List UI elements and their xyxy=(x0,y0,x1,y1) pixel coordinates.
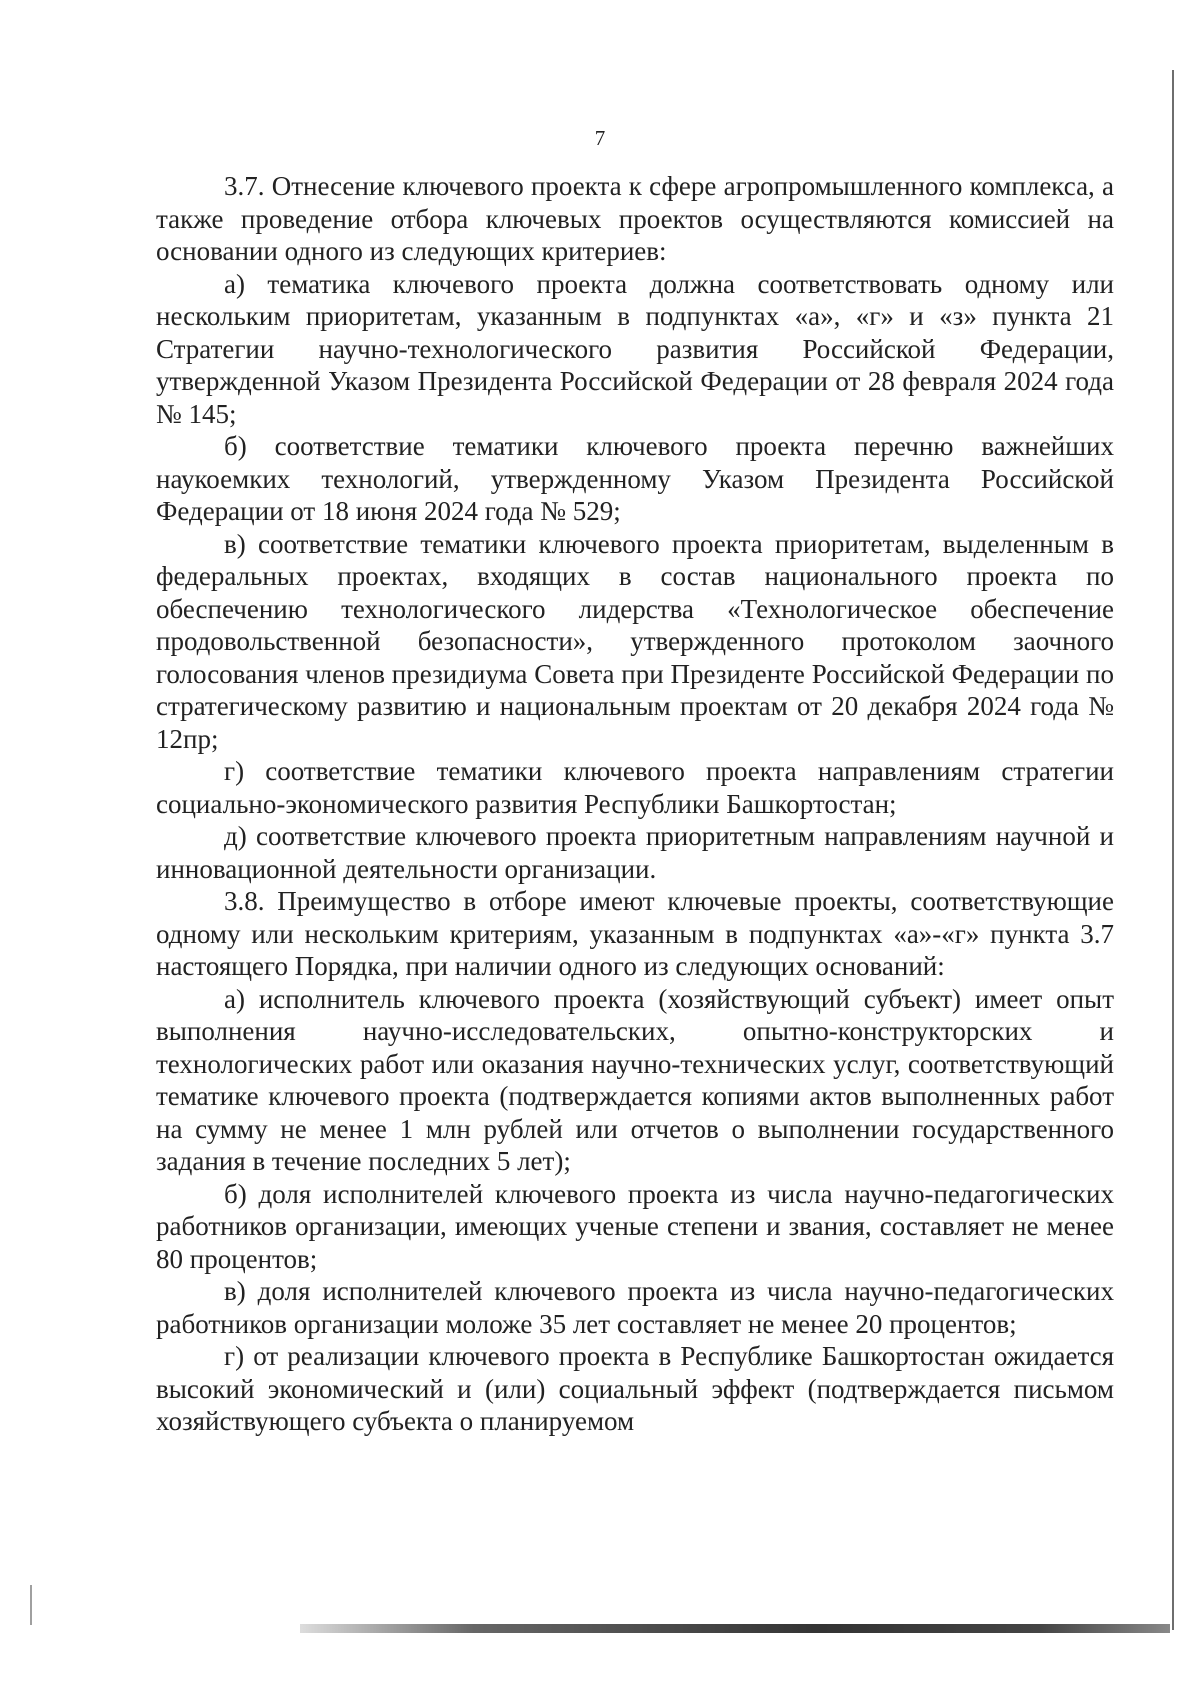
paragraph-3-7-v: в) соответствие тематики ключевого проекта приоритетам, выделенным в федеральных проектах, входящих в состав национального проекта по обеспечению технологического лидерства «Технологическое обеспечение продовольственной безопасности», утвержденного протоколом заочного голосования членов президиума Совета при Президенте Российской Федерации по стратегическому развитию и национальным проектам от 20 декабря 2024 года № 12пр; xyxy=(156,528,1114,754)
scan-edge-left xyxy=(30,1585,32,1625)
paragraph-3-8: 3.8. Преимущество в отборе имеют ключевые проекты, соответствующие одному или нескольким критериям, указанным в подпунктах «а»-«г» пункта 3.7 настоящего Порядка, при наличии одного из следующих оснований: xyxy=(156,886,1114,981)
paragraph-3-8-g: г) от реализации ключевого проекта в Республике Башкортостан ожидается высокий экономический и (или) социальный эффект (подтверждается письмом хозяйствующего субъекта о планируемом xyxy=(156,1341,1114,1436)
paragraph-3-7-d: д) соответствие ключевого проекта приоритетным направлениям научной и инновационной деятельности организации. xyxy=(156,821,1114,884)
page-number: 7 xyxy=(594,126,606,150)
paragraph-3-8-v: в) доля исполнителей ключевого проекта из числа научно-педагогических работников организации моложе 35 лет составляет не менее 20 процентов; xyxy=(156,1276,1114,1339)
paragraph-3-8-a: а) исполнитель ключевого проекта (хозяйствующий субъект) имеет опыт выполнения научно-исследовательских, опытно-конструкторских и технологических работ или оказания научно-технических услуг, соответствующий тематике ключевого проекта (подтверждается копиями актов выполненных работ на сумму не менее 1 млн рублей или отчетов о выполнении государственного задания в течение последних 5 лет); xyxy=(156,983,1114,1176)
paragraph-3-7-g: г) соответствие тематики ключевого проекта направлениям стратегии социально-экономического развития Республики Башкортостан; xyxy=(156,756,1114,819)
scan-edge-bottom xyxy=(300,1624,1170,1633)
paragraph-3-8-b: б) доля исполнителей ключевого проекта из числа научно-педагогических работников организации, имеющих ученые степени и звания, составляет не менее 80 процентов; xyxy=(156,1178,1114,1274)
scan-edge-right xyxy=(1172,70,1174,1630)
document-body xyxy=(156,170,1114,1438)
paragraph-3-7-a: а) тематика ключевого проекта должна соответствовать одному или нескольким приоритетам, указанным в подпунктах «а», «г» и «з» пункта 21 Стратегии научно-технологического развития Российской Федерации, утвержденной Указом Президента Российской Федерации от 28 февраля 2024 года № 145; xyxy=(156,268,1114,429)
paragraph-3-7: 3.7. Отнесение ключевого проекта к сфере агропромышленного комплекса, а также проведение отбора ключевых проектов осуществляются комиссией на основании одного из следующих критериев: xyxy=(156,171,1114,266)
paragraph-3-7-b: б) соответствие тематики ключевого проекта перечню важнейших наукоемких технологий, утвержденному Указом Президента Российской Федерации от 18 июня 2024 года № 529; xyxy=(156,431,1114,526)
